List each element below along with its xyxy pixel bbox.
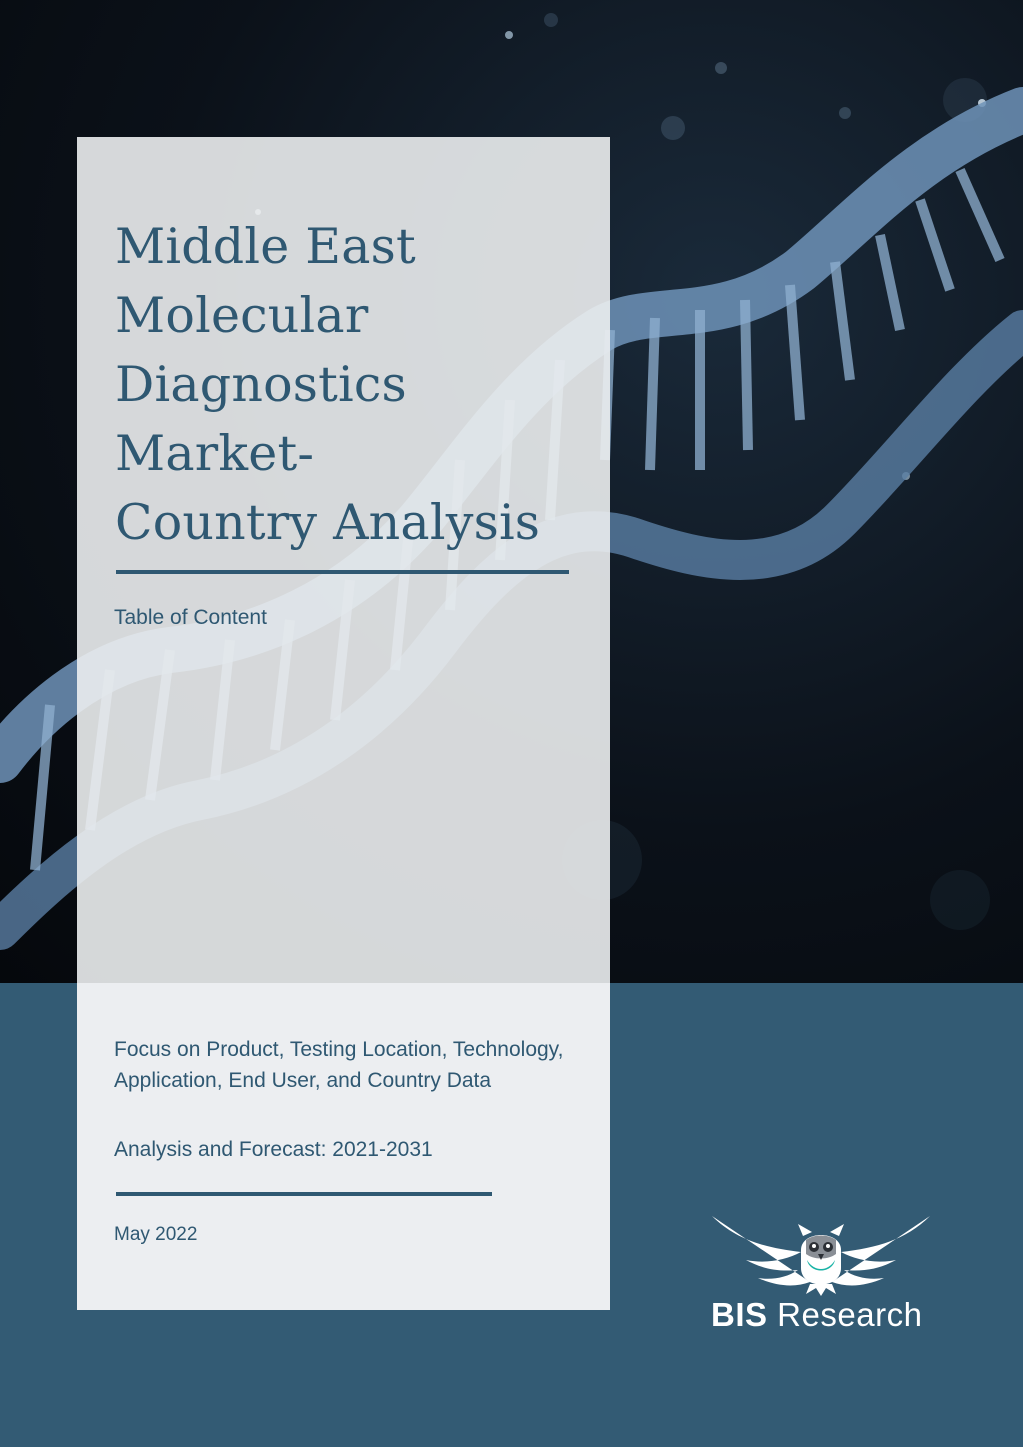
focus-description: Focus on Product, Testing Location, Technology, Application, End User, and Country Data (114, 1038, 564, 1092)
title-line: Molecular (115, 287, 369, 344)
title-line: Diagnostics (115, 356, 407, 413)
brand-logo-text (711, 1296, 922, 1334)
title-line: Country Analysis (115, 494, 541, 551)
publication-date: May 2022 (114, 1224, 198, 1245)
title-divider (116, 570, 569, 574)
forecast-period: Analysis and Forecast: 2021-2031 (114, 1138, 433, 1161)
title-line: Market- (115, 425, 315, 482)
report-subtitle: Table of Content (114, 606, 267, 629)
report-title (115, 212, 595, 557)
brand-name-bold: BIS (711, 1296, 768, 1333)
brand-name-light: Research (767, 1296, 923, 1333)
footer-divider (116, 1192, 492, 1196)
title-line: Middle East (115, 218, 416, 275)
